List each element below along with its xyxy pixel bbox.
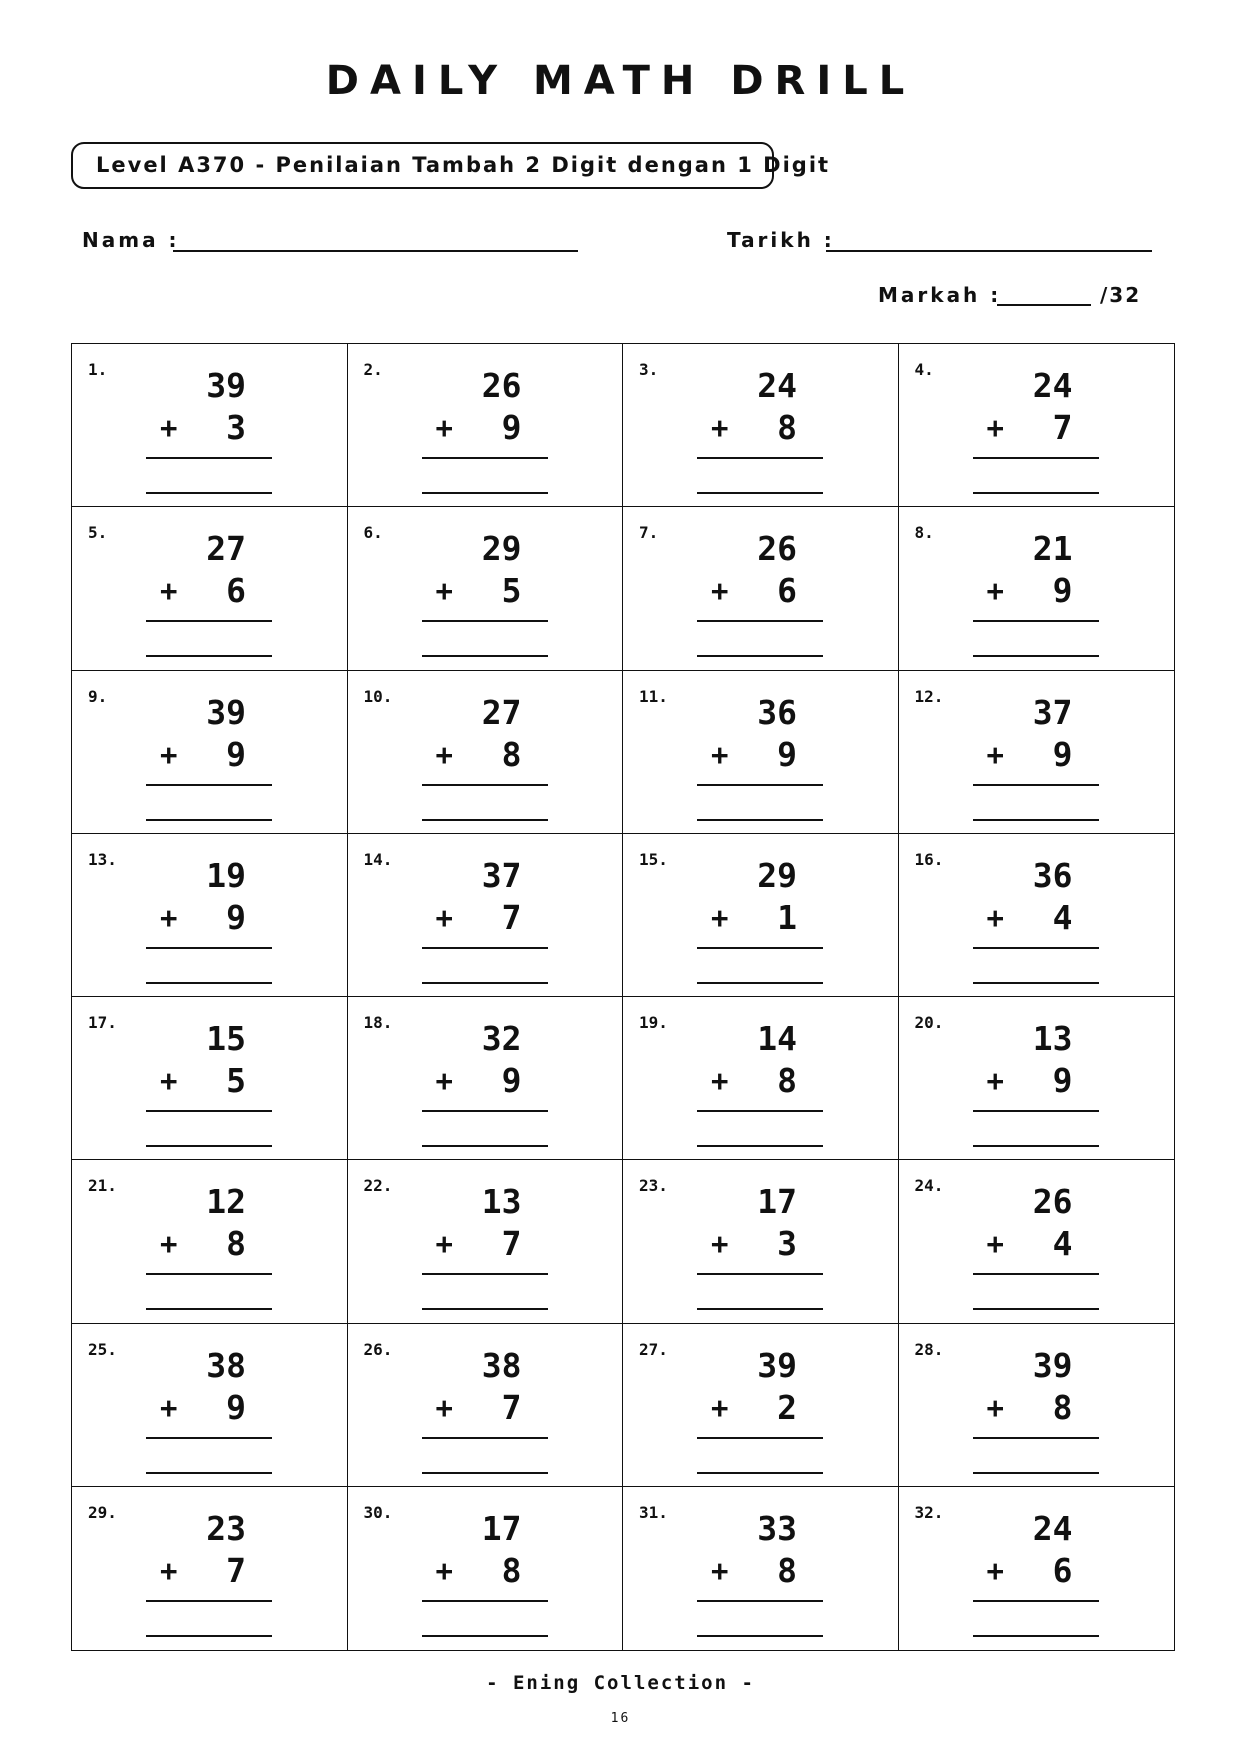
addend-top: 24 (757, 366, 797, 405)
addend-top: 39 (757, 1345, 797, 1385)
problem-number: 3. (639, 360, 659, 379)
sum-rule (422, 1437, 548, 1439)
problem-cell (623, 834, 899, 997)
problem-number: 32. (914, 1502, 944, 1522)
addend-bottom: 9 (1052, 571, 1073, 611)
plus-sign: + (160, 574, 178, 609)
problem-cell (623, 507, 899, 670)
addend-top: 38 (481, 1345, 522, 1385)
sum-rule (697, 784, 823, 786)
problem-cell (899, 671, 1175, 834)
problem-number: 11. (639, 686, 668, 706)
answer-line[interactable] (422, 819, 548, 821)
problem-number: 19. (639, 1013, 668, 1032)
addend-bottom: 5 (226, 1061, 246, 1100)
problem-number: 24. (914, 1176, 944, 1196)
problem-cell (72, 834, 348, 997)
answer-line[interactable] (973, 819, 1099, 821)
answer-line[interactable] (422, 492, 548, 494)
problem-cell (623, 997, 899, 1160)
sum-rule (973, 784, 1099, 786)
problem-number: 20. (914, 1013, 944, 1032)
plus-sign: + (160, 1227, 178, 1262)
sum-rule (973, 1110, 1099, 1112)
score-field[interactable] (997, 304, 1091, 306)
addend-bottom: 7 (501, 897, 522, 937)
sum-rule (697, 947, 823, 949)
plus-sign: + (986, 1064, 1004, 1098)
addend-top: 24 (1032, 1508, 1073, 1548)
addend-bottom: 8 (1052, 1387, 1073, 1427)
sum-rule (973, 1273, 1099, 1275)
answer-line[interactable] (146, 1145, 272, 1147)
problem-cell (72, 507, 348, 670)
addend-bottom: 3 (777, 1224, 797, 1264)
plus-sign: + (435, 411, 453, 445)
addend-bottom: 6 (777, 571, 797, 611)
problem-cell (623, 1487, 899, 1650)
answer-line[interactable] (697, 1308, 823, 1310)
addend-top: 39 (206, 366, 246, 405)
addend-bottom: 4 (1052, 897, 1073, 937)
footer-credit: - Ening Collection - (486, 1672, 755, 1694)
addend-bottom: 8 (501, 1550, 522, 1590)
sum-rule (146, 1110, 272, 1112)
plus-sign: + (435, 1390, 453, 1425)
sum-rule (146, 1600, 272, 1602)
sum-rule (973, 1437, 1099, 1439)
sum-rule (146, 1437, 272, 1439)
sum-rule (146, 784, 272, 786)
problem-cell (72, 671, 348, 834)
plus-sign: + (986, 1390, 1004, 1425)
plus-sign: + (435, 900, 453, 935)
page-number: 16 (610, 1711, 631, 1726)
plus-sign: + (711, 1553, 729, 1588)
problem-number: 1. (88, 360, 108, 379)
problem-cell (899, 834, 1175, 997)
addend-top: 17 (481, 1508, 522, 1548)
problem-cell (348, 671, 624, 834)
addend-bottom: 8 (226, 1224, 246, 1264)
addend-top: 26 (1032, 1182, 1073, 1222)
addend-top: 21 (1032, 529, 1073, 569)
addend-top: 38 (206, 1345, 246, 1385)
answer-line[interactable] (697, 655, 823, 657)
plus-sign: + (986, 1227, 1004, 1262)
problem-cell (72, 344, 348, 507)
sum-rule (697, 1600, 823, 1602)
date-field[interactable] (826, 250, 1152, 252)
addend-top: 39 (1032, 1345, 1073, 1385)
problem-number: 27. (639, 1339, 668, 1359)
plus-sign: + (160, 1553, 178, 1588)
plus-sign: + (711, 1227, 729, 1262)
answer-line[interactable] (973, 1472, 1099, 1474)
plus-sign: + (986, 1553, 1004, 1588)
addend-top: 24 (1032, 366, 1073, 405)
problem-cell (348, 834, 624, 997)
problem-cell (348, 1160, 624, 1323)
problem-cell (899, 507, 1175, 670)
problem-cell (72, 1160, 348, 1323)
problem-number: 8. (914, 523, 934, 543)
sum-rule (146, 620, 272, 622)
sum-rule (422, 1273, 548, 1275)
problem-cell (72, 1487, 348, 1650)
problem-number: 7. (639, 523, 659, 543)
sum-rule (422, 784, 548, 786)
plus-sign: + (160, 411, 178, 445)
sum-rule (697, 1273, 823, 1275)
sum-rule (973, 457, 1099, 459)
problem-cell (348, 1324, 624, 1487)
sum-rule (146, 457, 272, 459)
answer-line[interactable] (697, 1145, 823, 1147)
addend-bottom: 9 (777, 734, 797, 774)
addend-top: 36 (1032, 855, 1073, 895)
addend-bottom: 4 (1052, 1224, 1073, 1264)
score-label: Markah : (878, 283, 1002, 307)
problem-number: 21. (88, 1176, 117, 1196)
problem-number: 14. (363, 849, 393, 869)
plus-sign: + (435, 574, 453, 609)
problem-number: 13. (88, 849, 117, 869)
problem-cell (899, 1160, 1175, 1323)
sum-rule (973, 620, 1099, 622)
problem-cell (623, 1160, 899, 1323)
addend-bottom: 8 (777, 408, 797, 447)
problem-cell (72, 1324, 348, 1487)
addend-bottom: 9 (1052, 734, 1073, 774)
addend-bottom: 9 (226, 734, 246, 774)
problem-number: 17. (88, 1013, 117, 1032)
name-label: Nama : (82, 228, 180, 252)
date-label: Tarikh : (727, 228, 835, 252)
plus-sign: + (986, 737, 1004, 772)
addend-bottom: 1 (777, 897, 797, 937)
plus-sign: + (711, 737, 729, 772)
answer-line[interactable] (422, 1145, 548, 1147)
problem-cell (348, 997, 624, 1160)
sum-rule (422, 457, 548, 459)
plus-sign: + (986, 900, 1004, 935)
problem-grid (71, 343, 1175, 1651)
answer-line[interactable] (973, 655, 1099, 657)
addend-bottom: 9 (501, 1061, 522, 1100)
problem-cell (899, 1324, 1175, 1487)
plus-sign: + (160, 1064, 178, 1098)
addend-top: 26 (481, 366, 522, 405)
addend-bottom: 6 (226, 571, 246, 611)
addend-bottom: 9 (1052, 1061, 1073, 1100)
problem-cell (348, 507, 624, 670)
problem-number: 31. (639, 1502, 668, 1522)
sum-rule (697, 1110, 823, 1112)
addend-bottom: 2 (777, 1387, 797, 1427)
problem-cell (348, 344, 624, 507)
addend-top: 23 (206, 1508, 246, 1548)
addend-bottom: 3 (226, 408, 246, 447)
answer-line[interactable] (146, 1308, 272, 1310)
problem-cell (899, 997, 1175, 1160)
plus-sign: + (711, 574, 729, 609)
answer-line[interactable] (422, 1308, 548, 1310)
score-max: /32 (1100, 283, 1142, 307)
answer-line[interactable] (697, 982, 823, 984)
problem-cell (899, 344, 1175, 507)
addend-bottom: 9 (226, 1387, 246, 1427)
plus-sign: + (711, 411, 729, 445)
addend-bottom: 7 (1052, 408, 1073, 447)
answer-line[interactable] (973, 1145, 1099, 1147)
plus-sign: + (986, 411, 1004, 445)
worksheet-title: DAILY MATH DRILL (325, 58, 916, 104)
answer-line[interactable] (146, 655, 272, 657)
addend-top: 37 (1032, 692, 1073, 732)
plus-sign: + (435, 1227, 453, 1262)
problem-number: 30. (363, 1502, 393, 1522)
sum-rule (422, 1110, 548, 1112)
problem-number: 28. (914, 1339, 944, 1359)
problem-cell (623, 1324, 899, 1487)
sum-rule (973, 947, 1099, 949)
addend-top: 29 (481, 529, 522, 569)
sum-rule (422, 947, 548, 949)
answer-line[interactable] (146, 982, 272, 984)
problem-cell (899, 1487, 1175, 1650)
addend-bottom: 7 (501, 1224, 522, 1264)
answer-line[interactable] (697, 492, 823, 494)
problem-number: 10. (363, 686, 393, 706)
addend-bottom: 9 (226, 897, 246, 937)
sum-rule (697, 620, 823, 622)
sum-rule (973, 1600, 1099, 1602)
problem-cell (623, 344, 899, 507)
addend-top: 13 (1032, 1019, 1073, 1058)
addend-top: 13 (481, 1182, 522, 1222)
addend-top: 29 (757, 855, 797, 895)
answer-line[interactable] (973, 492, 1099, 494)
addend-bottom: 7 (501, 1387, 522, 1427)
addend-top: 33 (757, 1508, 797, 1548)
problem-cell (623, 671, 899, 834)
problem-number: 6. (363, 523, 383, 543)
addend-top: 32 (481, 1019, 522, 1058)
addend-bottom: 6 (1052, 1550, 1073, 1590)
problem-number: 2. (363, 360, 383, 379)
plus-sign: + (711, 900, 729, 935)
sum-rule (422, 620, 548, 622)
plus-sign: + (711, 1064, 729, 1098)
answer-line[interactable] (973, 1308, 1099, 1310)
plus-sign: + (160, 737, 178, 772)
plus-sign: + (711, 1390, 729, 1425)
answer-line[interactable] (697, 1635, 823, 1637)
plus-sign: + (160, 900, 178, 935)
addend-top: 37 (481, 855, 522, 895)
plus-sign: + (435, 1064, 453, 1098)
problem-number: 26. (363, 1339, 393, 1359)
addend-top: 12 (206, 1182, 246, 1222)
problem-number: 18. (363, 1013, 393, 1032)
answer-line[interactable] (422, 655, 548, 657)
sum-rule (146, 947, 272, 949)
answer-line[interactable] (697, 1472, 823, 1474)
answer-line[interactable] (146, 819, 272, 821)
answer-line[interactable] (146, 1472, 272, 1474)
answer-line[interactable] (146, 1635, 272, 1637)
sum-rule (697, 1437, 823, 1439)
problem-number: 5. (88, 523, 108, 543)
problem-number: 16. (914, 849, 944, 869)
addend-top: 27 (206, 529, 246, 569)
problem-number: 12. (914, 686, 944, 706)
problem-number: 25. (88, 1339, 117, 1359)
addend-bottom: 8 (501, 734, 522, 774)
addend-top: 14 (757, 1019, 797, 1058)
addend-bottom: 7 (226, 1550, 246, 1590)
addend-bottom: 8 (777, 1061, 797, 1100)
addend-top: 27 (481, 692, 522, 732)
problem-number: 9. (88, 686, 108, 706)
answer-line[interactable] (973, 982, 1099, 984)
addend-top: 19 (206, 855, 246, 895)
addend-top: 15 (206, 1019, 246, 1058)
problem-cell (72, 997, 348, 1160)
problem-cell (348, 1487, 624, 1650)
problem-number: 4. (914, 360, 934, 379)
problem-number: 22. (363, 1176, 393, 1196)
addend-top: 39 (206, 692, 246, 732)
plus-sign: + (160, 1390, 178, 1425)
addend-bottom: 8 (777, 1550, 797, 1590)
answer-line[interactable] (146, 492, 272, 494)
problem-number: 23. (639, 1176, 668, 1196)
sum-rule (697, 457, 823, 459)
problem-number: 15. (639, 849, 668, 869)
addend-top: 26 (757, 529, 797, 569)
sum-rule (146, 1273, 272, 1275)
plus-sign: + (435, 1553, 453, 1588)
addend-bottom: 9 (501, 408, 522, 447)
plus-sign: + (435, 737, 453, 772)
name-field[interactable] (173, 250, 578, 252)
sum-rule (422, 1600, 548, 1602)
addend-bottom: 5 (501, 571, 522, 611)
answer-line[interactable] (422, 1472, 548, 1474)
answer-line[interactable] (422, 1635, 548, 1637)
answer-line[interactable] (973, 1635, 1099, 1637)
plus-sign: + (986, 574, 1004, 609)
answer-line[interactable] (422, 982, 548, 984)
problem-number: 29. (88, 1502, 117, 1522)
level-banner: Level A370 - Penilaian Tambah 2 Digit dengan 1 Digit (71, 142, 774, 189)
addend-top: 36 (757, 692, 797, 732)
addend-top: 17 (757, 1182, 797, 1222)
answer-line[interactable] (697, 819, 823, 821)
